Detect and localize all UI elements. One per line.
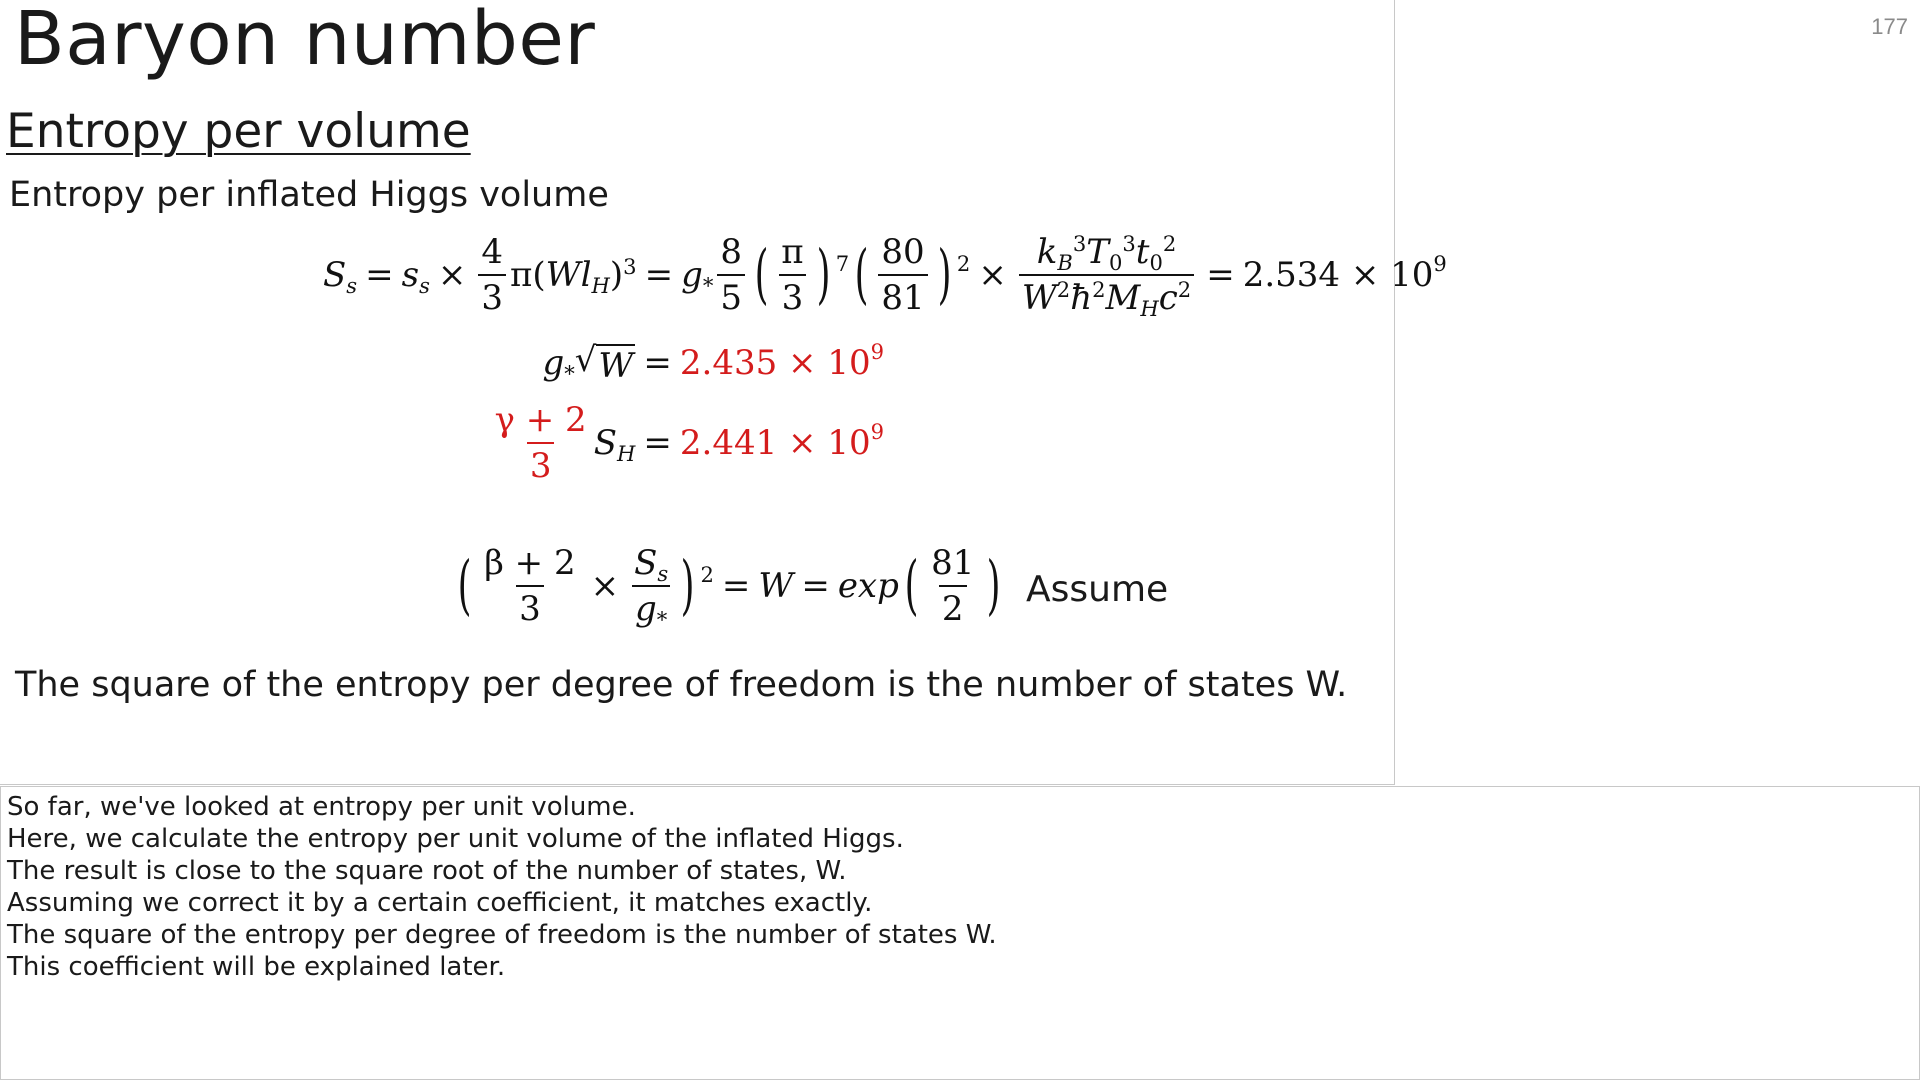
notes-line: Here, we calculate the entropy per unit volume of the inflated Higgs. — [7, 824, 904, 854]
conclusion-text: The square of the entropy per degree of freedom is the number of states W. — [15, 665, 1348, 705]
eq1-exponent: 9 — [1433, 250, 1447, 276]
side-panel — [1396, 0, 1920, 785]
eq3-exponent: 9 — [870, 418, 884, 444]
entropy-equation: $S_s$ = $s_s$ × $\frac{4}{3}$ $\pi(Wl_H)^3$ = $g_*$ $\frac{8}{5}$ ( $\frac{\pi}{3}$ ) 7 ( $\frac{80}{81}$ ) 2 × $\frac{k_B^3T_0^3t_0^2}{W^2ħ^2M_Hc^2}$ = 2.534 × 10 9 — [323, 231, 1447, 322]
eq1-result: 2.534 × 10 — [1242, 255, 1434, 295]
corrected-entropy-equation: $\frac{\gamma + 2}{3}$ $S_H$ = 2.441 × 10 9 — [494, 400, 884, 486]
eq2-exponent: 9 — [870, 338, 884, 364]
assume-label: Assume — [1026, 569, 1169, 610]
notes-line: This coefficient will be explained later. — [7, 952, 506, 982]
notes-line: Assuming we correct it by a certain coefficient, it matches exactly. — [7, 888, 873, 918]
states-equation: ( $\frac{\beta + 2}{3}$ × $\frac{S_s}{g_*}$ ) 2 = W = exp ( $\frac{81}{2}$ ) — [457, 543, 1001, 633]
speaker-notes[interactable] — [0, 786, 1920, 1080]
eq3-result: 2.441 × 10 — [679, 423, 871, 463]
slide-title: Baryon number — [14, 0, 596, 82]
notes-line: So far, we've looked at entropy per unit volume. — [7, 792, 636, 822]
notes-line: The square of the entropy per degree of freedom is the number of states W. — [7, 920, 997, 950]
section-heading: Entropy per volume — [6, 104, 471, 159]
notes-line: The result is close to the square root of the number of states, W. — [7, 856, 847, 886]
eq2-result: 2.435 × 10 — [679, 343, 871, 383]
page-number: 177 — [1871, 14, 1908, 39]
sqrt-w-equation: $g_*$ √ W = 2.435 × 10 9 — [542, 338, 884, 387]
intro-text: Entropy per inflated Higgs volume — [9, 175, 609, 215]
